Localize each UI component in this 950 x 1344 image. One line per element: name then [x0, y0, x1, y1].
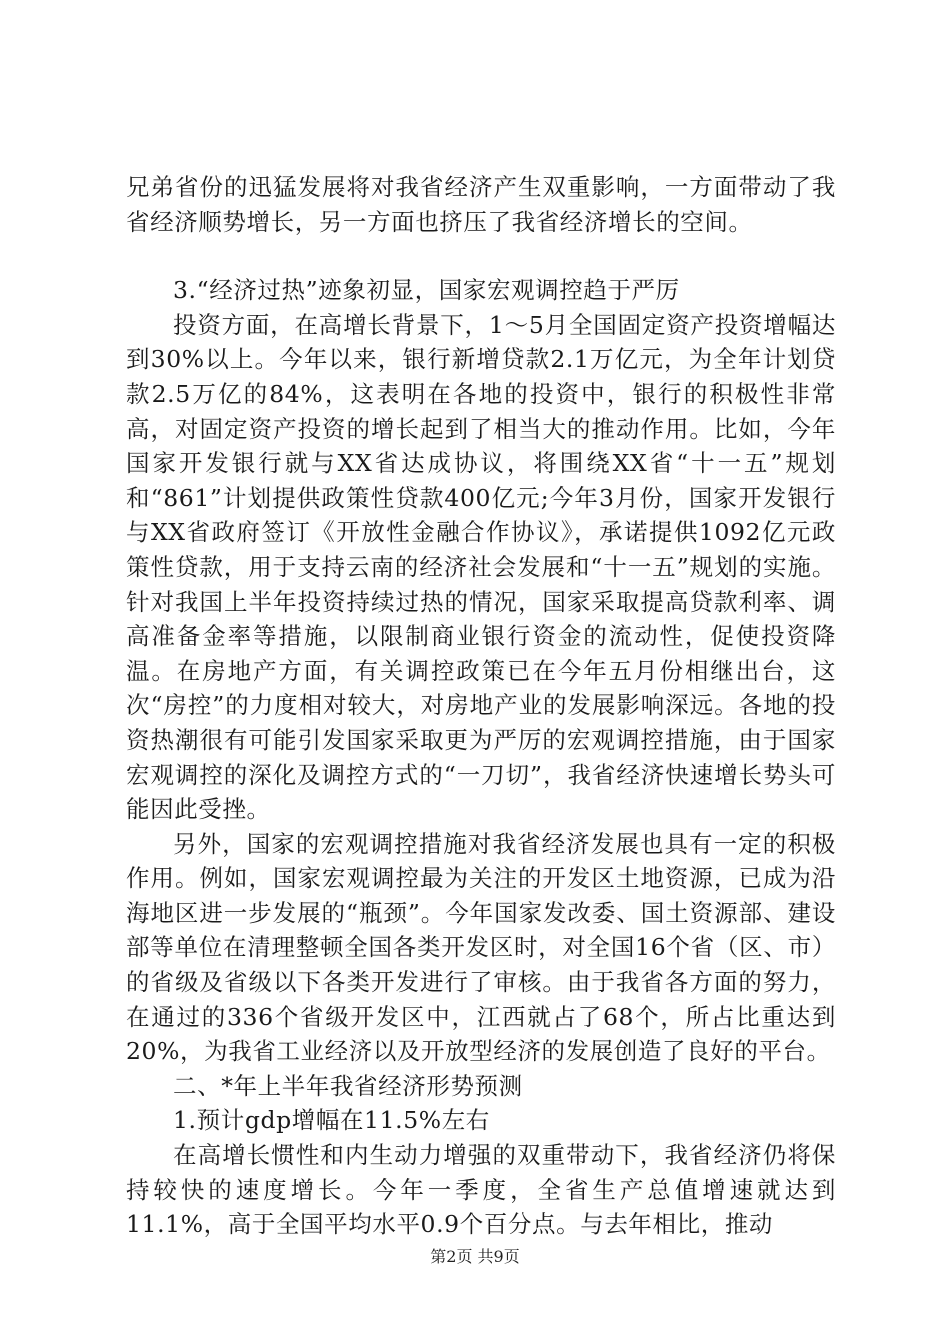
subheading-gdp-forecast: 1.预计gdp增幅在11.5%左右 — [173, 1106, 490, 1135]
paragraph-spacer — [126, 239, 836, 273]
paragraph-investment: 投资方面，在高增长背景下，1～5月全国固定资产投资增幅达到30%以上。今年以来，银行新增贷款2.1万亿元，为全年计划贷款2.5万亿的84%，这表明在各地的投资中，银行的积极性非常高，对固定资产投资的增长起到了相当大的推动作用。比如，今年国家开发银行就与XX省达成协议，将围绕XX省“十一五”规划和“861”计划提供政策性贷款400亿元;今年3月份，国家开发银行与XX省政府签订《开放性金融合作协议》，承诺提供1092亿元政策性贷款，用于支持云南的经济社会发展和“十一五”规划的实施。针对我国上半年投资持续过热的情况，国家采取提高贷款利率、调高准备金率等措施，以限制商业银行资金的流动性，促使投资降温。在房地产方面，有关调控政策已在今年五月份相继出台，这次“房控”的力度相对较大，对房地产业的发展影响深远。各地的投资热潮很有可能引发国家采取更为严厉的宏观调控措施，由于国家宏观调控的深化及调控方式的“一刀切”，我省经济快速增长势头可能因此受挫。 — [126, 310, 836, 824]
section-heading-3: 3.“经济过热”迹象初显，国家宏观调控趋于严厉 — [173, 276, 680, 305]
section-heading-2: 二、*年上半年我省经济形势预测 — [173, 1071, 523, 1100]
document-body — [126, 170, 836, 1242]
paragraph-positive-effect: 另外，国家的宏观调控措施对我省经济发展也具有一定的积极作用。例如，国家宏观调控最为关注的开发区土地资源，已成为沿海地区进一步发展的“瓶颈”。今年国家发改委、国土资源部、建设部等单位在清理整顿全国各类开发区时，对全国16个省（区、市）的省级及省级以下各类开发进行了审核。由于我省各方面的努力，在通过的336个省级开发区中，江西就占了68个，所占比重达到20%，为我省工业经济以及开放型经济的发展创造了良好的平台。 — [126, 829, 836, 1066]
paragraph-growth: 在高增长惯性和内生动力增强的双重带动下，我省经济仍将保持较快的速度增长。今年一季度，全省生产总值增速就达到11.1%，高于全国平均水平0.9个百分点。与去年相比，推动 — [126, 1141, 836, 1239]
page-number-footer: 第2页 共9页 — [430, 1247, 520, 1266]
paragraph-continuation: 兄弟省份的迅猛发展将对我省经济产生双重影响，一方面带动了我省经济顺势增长，另一方面也挤压了我省经济增长的空间。 — [126, 173, 836, 236]
